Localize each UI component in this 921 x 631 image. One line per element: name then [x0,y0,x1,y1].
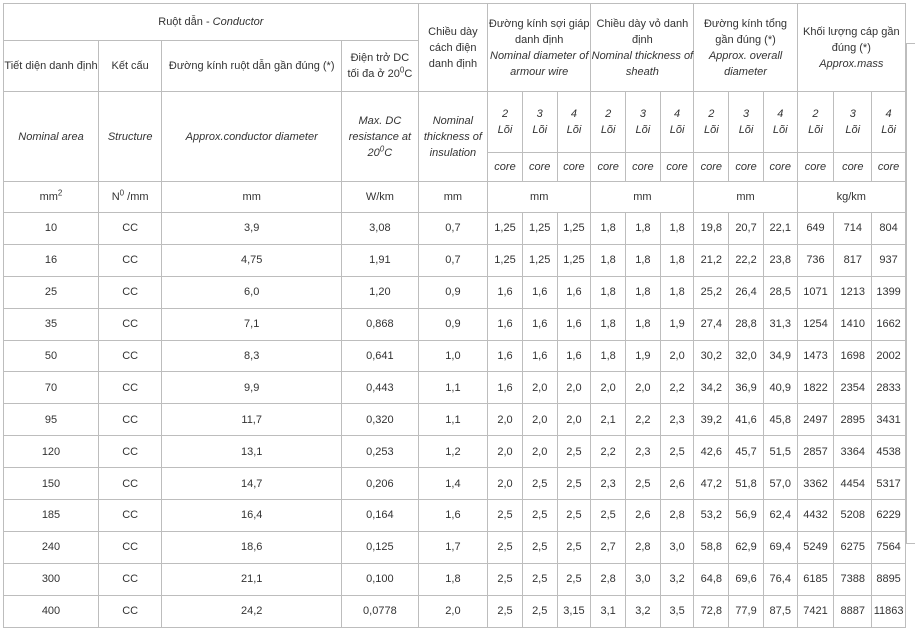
cell-resistance: 0,0778 [342,595,419,627]
cell-structure: CC [98,595,161,627]
insulation-header: Chiều dày cách điện danh định [418,4,487,92]
cell-structure: CC [98,340,161,372]
cell-insulation: 1,1 [418,404,487,436]
cell-sheath-3-core: 1,9 [626,340,661,372]
cell-armour-2-core: 2,0 [488,404,523,436]
cell-overall-2-core: 42,6 [694,436,729,468]
cell-cond-diam: 21,1 [162,563,342,595]
cell-armour-2-core: 2,5 [488,595,523,627]
cell-resistance: 0,641 [342,340,419,372]
cell-mass-2-core: 3362 [797,468,834,500]
cell-mass-2-core: 2857 [797,436,834,468]
core-label: core [626,153,661,182]
cell-armour-3-core: 2,5 [522,500,557,532]
cell-mass-4-core: 11863 [872,595,906,627]
table-row [4,595,906,627]
cell-sheath-2-core: 1,8 [591,308,626,340]
table-row [4,276,906,308]
cell-structure: CC [98,244,161,276]
cell-sheath-2-core: 3,1 [591,595,626,627]
cell-mass-4-core: 6229 [872,500,906,532]
cell-cond-diam: 4,75 [162,244,342,276]
cell-area: 240 [4,531,99,563]
cell-mass-3-core: 3364 [834,436,872,468]
cell-cond-diam: 7,1 [162,308,342,340]
conductor-group-header: Ruột dẫn - Conductor [4,4,419,41]
cell-resistance: 0,206 [342,468,419,500]
cell-overall-2-core: 58,8 [694,531,729,563]
cell-sheath-4-core: 3,2 [660,563,694,595]
cell-armour-3-core: 1,25 [522,213,557,245]
cell-sheath-2-core: 2,7 [591,531,626,563]
cable-spec-table [3,3,906,628]
cell-sheath-2-core: 1,8 [591,213,626,245]
cell-armour-2-core: 1,25 [488,244,523,276]
cell-overall-4-core: 76,4 [763,563,797,595]
cell-mass-3-core: 5208 [834,500,872,532]
cell-mass-4-core: 937 [872,244,906,276]
table-row [4,500,906,532]
insulation-en: Nominal thickness of insulation [418,92,487,182]
cell-sheath-2-core: 1,8 [591,244,626,276]
cell-sheath-3-core: 3,0 [626,563,661,595]
mass-header: Khối lượng cáp gần đúng (*) Approx.mass [797,4,905,92]
cell-cond-diam: 14,7 [162,468,342,500]
cell-overall-2-core: 21,2 [694,244,729,276]
cell-insulation: 1,4 [418,468,487,500]
table-row [4,372,906,404]
cell-sheath-2-core: 1,8 [591,276,626,308]
cell-armour-2-core: 1,6 [488,372,523,404]
cell-armour-3-core: 2,0 [522,372,557,404]
cell-cond-diam: 6,0 [162,276,342,308]
core-2-mass: 2 Lõi [797,92,834,153]
cell-cond-diam: 9,9 [162,372,342,404]
cell-insulation: 0,9 [418,308,487,340]
cell-sheath-3-core: 2,0 [626,372,661,404]
cell-insulation: 1,1 [418,372,487,404]
cell-armour-3-core: 1,6 [522,308,557,340]
core-label: core [694,153,729,182]
cell-overall-2-core: 39,2 [694,404,729,436]
core-label: core [591,153,626,182]
cell-structure: CC [98,372,161,404]
cell-armour-3-core: 1,6 [522,340,557,372]
core-3-sheath: 3 Lõi [626,92,661,153]
cell-insulation: 1,8 [418,563,487,595]
cell-sheath-2-core: 1,8 [591,340,626,372]
cell-sheath-3-core: 2,2 [626,404,661,436]
cell-sheath-2-core: 2,1 [591,404,626,436]
unit-armour: mm [488,182,591,213]
cell-area: 25 [4,276,99,308]
cell-area: 95 [4,404,99,436]
cell-mass-2-core: 1822 [797,372,834,404]
cell-armour-4-core: 3,15 [557,595,591,627]
cell-mass-3-core: 2895 [834,404,872,436]
cell-mass-4-core: 3431 [872,404,906,436]
unit-structure: $N^0$ /mm [98,182,161,213]
cell-sheath-3-core: 1,8 [626,308,661,340]
cell-resistance: 0,164 [342,500,419,532]
cell-mass-3-core: 2354 [834,372,872,404]
core-label: core [729,153,764,182]
cell-overall-3-core: 32,0 [729,340,764,372]
cell-structure: CC [98,500,161,532]
core-label: core [557,153,591,182]
cell-armour-3-core: 2,0 [522,436,557,468]
cell-overall-3-core: 26,4 [729,276,764,308]
cell-area: 16 [4,244,99,276]
cell-resistance: 0,100 [342,563,419,595]
cell-area: 50 [4,340,99,372]
cell-armour-4-core: 1,25 [557,244,591,276]
cell-cond-diam: 3,9 [162,213,342,245]
table-row [4,244,906,276]
nominal-area-header: Tiết diện danh định [4,41,99,92]
cell-mass-2-core: 649 [797,213,834,245]
cell-insulation: 0,7 [418,244,487,276]
cell-armour-4-core: 2,5 [557,500,591,532]
cell-sheath-3-core: 2,3 [626,436,661,468]
cell-mass-3-core: 1213 [834,276,872,308]
cell-sheath-2-core: 2,8 [591,563,626,595]
cell-structure: CC [98,531,161,563]
right-border [906,43,907,543]
cell-armour-3-core: 2,5 [522,468,557,500]
cell-insulation: 2,0 [418,595,487,627]
cell-resistance: 0,320 [342,404,419,436]
core-label: core [522,153,557,182]
cell-mass-2-core: 1473 [797,340,834,372]
cell-insulation: 1,6 [418,500,487,532]
core-label: core [797,153,834,182]
core-3-mass: 3 Lõi [834,92,872,153]
cell-sheath-3-core: 2,5 [626,468,661,500]
cell-sheath-4-core: 2,2 [660,372,694,404]
cell-cond-diam: 18,6 [162,531,342,563]
cell-mass-2-core: 1254 [797,308,834,340]
cell-overall-3-core: 56,9 [729,500,764,532]
cell-armour-4-core: 1,25 [557,213,591,245]
cell-armour-3-core: 1,6 [522,276,557,308]
cell-armour-2-core: 2,0 [488,436,523,468]
cell-armour-4-core: 2,0 [557,404,591,436]
cell-overall-3-core: 45,7 [729,436,764,468]
cell-sheath-4-core: 1,9 [660,308,694,340]
cell-sheath-3-core: 2,6 [626,500,661,532]
table-row [4,404,906,436]
cell-mass-2-core: 4432 [797,500,834,532]
table-row [4,308,906,340]
cell-area: 185 [4,500,99,532]
core-2-armour: 2 Lõi [488,92,523,153]
cell-insulation: 1,0 [418,340,487,372]
cell-resistance: 0,443 [342,372,419,404]
cell-armour-4-core: 1,6 [557,276,591,308]
cell-overall-4-core: 22,1 [763,213,797,245]
unit-area: $mm^2$ [4,182,99,213]
nominal-area-en: Nominal area [4,92,99,182]
cell-armour-4-core: 2,5 [557,563,591,595]
cell-armour-2-core: 2,0 [488,468,523,500]
core-2-sheath: 2 Lõi [591,92,626,153]
cell-overall-4-core: 34,9 [763,340,797,372]
cell-overall-2-core: 47,2 [694,468,729,500]
structure-header: Kết cấu [98,41,161,92]
unit-resistance: W/km [342,182,419,213]
cell-sheath-3-core: 1,8 [626,276,661,308]
cell-area: 150 [4,468,99,500]
cell-area: 35 [4,308,99,340]
cell-sheath-4-core: 2,3 [660,404,694,436]
cell-cond-diam: 11,7 [162,404,342,436]
conductor-diameter-en: Approx.conductor diameter [162,92,342,182]
cell-cond-diam: 24,2 [162,595,342,627]
core-3-armour: 3 Lõi [522,92,557,153]
cell-sheath-4-core: 2,8 [660,500,694,532]
table-row [4,563,906,595]
right-tick [906,43,915,44]
cell-sheath-4-core: 2,5 [660,436,694,468]
cell-overall-2-core: 27,4 [694,308,729,340]
overall-diameter-header: Đường kính tổng gần đúng (*) Approx. overall diameter [694,4,797,92]
cell-mass-3-core: 817 [834,244,872,276]
cell-armour-4-core: 1,6 [557,340,591,372]
cell-overall-3-core: 51,8 [729,468,764,500]
cell-area: 120 [4,436,99,468]
dc-resistance-en: Max. DC resistance at $20^0C$ [342,92,419,182]
cell-resistance: 0,253 [342,436,419,468]
cell-resistance: 1,91 [342,244,419,276]
cell-sheath-3-core: 2,8 [626,531,661,563]
cell-armour-2-core: 2,5 [488,531,523,563]
cell-sheath-4-core: 3,5 [660,595,694,627]
core-4-armour: 4 Lõi [557,92,591,153]
core-label: core [660,153,694,182]
cell-sheath-4-core: 3,0 [660,531,694,563]
cell-insulation: 1,7 [418,531,487,563]
cell-overall-2-core: 30,2 [694,340,729,372]
cell-armour-2-core: 2,5 [488,500,523,532]
cell-armour-3-core: 1,25 [522,244,557,276]
cell-sheath-3-core: 1,8 [626,213,661,245]
cell-mass-4-core: 7564 [872,531,906,563]
cell-insulation: 1,2 [418,436,487,468]
cell-mass-2-core: 5249 [797,531,834,563]
core-label: core [488,153,523,182]
cell-mass-3-core: 6275 [834,531,872,563]
cell-overall-3-core: 62,9 [729,531,764,563]
cell-armour-3-core: 2,0 [522,404,557,436]
cell-sheath-2-core: 2,0 [591,372,626,404]
cell-sheath-3-core: 1,8 [626,244,661,276]
cell-area: 10 [4,213,99,245]
armour-header: Đường kính sợi giáp danh định Nominal diameter of armour wire [488,4,591,92]
unit-insulation: mm [418,182,487,213]
cell-structure: CC [98,308,161,340]
cell-overall-3-core: 36,9 [729,372,764,404]
table-row [4,468,906,500]
cell-overall-4-core: 45,8 [763,404,797,436]
cell-overall-4-core: 28,5 [763,276,797,308]
cell-resistance: 0,868 [342,308,419,340]
cell-armour-2-core: 1,25 [488,213,523,245]
unit-conductor-diameter: mm [162,182,342,213]
cell-mass-4-core: 2002 [872,340,906,372]
structure-en: Structure [98,92,161,182]
cell-mass-4-core: 8895 [872,563,906,595]
cell-sheath-2-core: 2,5 [591,500,626,532]
cell-overall-3-core: 28,8 [729,308,764,340]
cell-overall-3-core: 20,7 [729,213,764,245]
cell-overall-2-core: 72,8 [694,595,729,627]
cell-resistance: 0,125 [342,531,419,563]
cell-mass-2-core: 7421 [797,595,834,627]
cell-structure: CC [98,276,161,308]
cell-mass-4-core: 1662 [872,308,906,340]
cell-sheath-3-core: 3,2 [626,595,661,627]
cell-overall-4-core: 57,0 [763,468,797,500]
cell-mass-4-core: 2833 [872,372,906,404]
cell-mass-4-core: 5317 [872,468,906,500]
cell-mass-4-core: 4538 [872,436,906,468]
cell-armour-3-core: 2,5 [522,563,557,595]
cell-sheath-4-core: 2,0 [660,340,694,372]
cell-mass-3-core: 714 [834,213,872,245]
cell-mass-3-core: 7388 [834,563,872,595]
cell-overall-4-core: 51,5 [763,436,797,468]
cell-mass-2-core: 736 [797,244,834,276]
cell-armour-4-core: 1,6 [557,308,591,340]
core-label: core [834,153,872,182]
cell-mass-2-core: 1071 [797,276,834,308]
cell-area: 70 [4,372,99,404]
dc-resistance-header: Điện trở DC tối đa ở $20^0C$ [342,41,419,92]
cell-insulation: 0,7 [418,213,487,245]
cell-structure: CC [98,436,161,468]
cell-area: 300 [4,563,99,595]
cell-overall-3-core: 69,6 [729,563,764,595]
cell-sheath-4-core: 1,8 [660,276,694,308]
unit-overall: mm [694,182,797,213]
cell-sheath-2-core: 2,3 [591,468,626,500]
core-label: core [763,153,797,182]
cell-armour-3-core: 2,5 [522,595,557,627]
core-3-overall: 3 Lõi [729,92,764,153]
cell-mass-2-core: 6185 [797,563,834,595]
cell-overall-4-core: 23,8 [763,244,797,276]
cell-armour-4-core: 2,5 [557,531,591,563]
cell-sheath-4-core: 1,8 [660,213,694,245]
cell-armour-2-core: 1,6 [488,308,523,340]
table-row [4,436,906,468]
core-4-overall: 4 Lõi [763,92,797,153]
cell-overall-2-core: 64,8 [694,563,729,595]
cell-overall-2-core: 53,2 [694,500,729,532]
core-label: core [872,153,906,182]
cell-overall-2-core: 25,2 [694,276,729,308]
conductor-diameter-header: Đường kính ruột dẫn gần đúng (*) [162,41,342,92]
unit-mass: kg/km [797,182,905,213]
cell-mass-3-core: 8887 [834,595,872,627]
unit-sheath: mm [591,182,694,213]
cell-cond-diam: 13,1 [162,436,342,468]
core-2-overall: 2 Lõi [694,92,729,153]
cell-mass-3-core: 1410 [834,308,872,340]
cell-structure: CC [98,468,161,500]
cell-mass-3-core: 4454 [834,468,872,500]
cell-resistance: 1,20 [342,276,419,308]
cell-structure: CC [98,404,161,436]
cell-area: 400 [4,595,99,627]
cell-armour-2-core: 1,6 [488,276,523,308]
cell-resistance: 3,08 [342,213,419,245]
cell-overall-3-core: 77,9 [729,595,764,627]
cell-sheath-4-core: 2,6 [660,468,694,500]
cell-mass-4-core: 1399 [872,276,906,308]
cell-armour-3-core: 2,5 [522,531,557,563]
cell-overall-4-core: 62,4 [763,500,797,532]
right-tick [906,543,915,544]
table-row [4,531,906,563]
cell-structure: CC [98,563,161,595]
cell-overall-4-core: 87,5 [763,595,797,627]
cell-armour-2-core: 2,5 [488,563,523,595]
core-4-mass: 4 Lõi [872,92,906,153]
cell-structure: CC [98,213,161,245]
cell-sheath-4-core: 1,8 [660,244,694,276]
cell-insulation: 0,9 [418,276,487,308]
cell-armour-4-core: 2,0 [557,372,591,404]
cell-overall-3-core: 41,6 [729,404,764,436]
cell-overall-4-core: 69,4 [763,531,797,563]
cell-armour-4-core: 2,5 [557,468,591,500]
cell-mass-3-core: 1698 [834,340,872,372]
cell-cond-diam: 16,4 [162,500,342,532]
cell-cond-diam: 8,3 [162,340,342,372]
table-row [4,340,906,372]
cell-overall-3-core: 22,2 [729,244,764,276]
cell-sheath-2-core: 2,2 [591,436,626,468]
cell-mass-4-core: 804 [872,213,906,245]
cell-armour-4-core: 2,5 [557,436,591,468]
cell-overall-4-core: 40,9 [763,372,797,404]
sheath-header: Chiều dày vỏ danh định Nominal thickness of sheath [591,4,694,92]
cell-overall-4-core: 31,3 [763,308,797,340]
cell-armour-2-core: 1,6 [488,340,523,372]
cell-overall-2-core: 34,2 [694,372,729,404]
core-4-sheath: 4 Lõi [660,92,694,153]
cell-mass-2-core: 2497 [797,404,834,436]
table-row [4,213,906,245]
cell-overall-2-core: 19,8 [694,213,729,245]
